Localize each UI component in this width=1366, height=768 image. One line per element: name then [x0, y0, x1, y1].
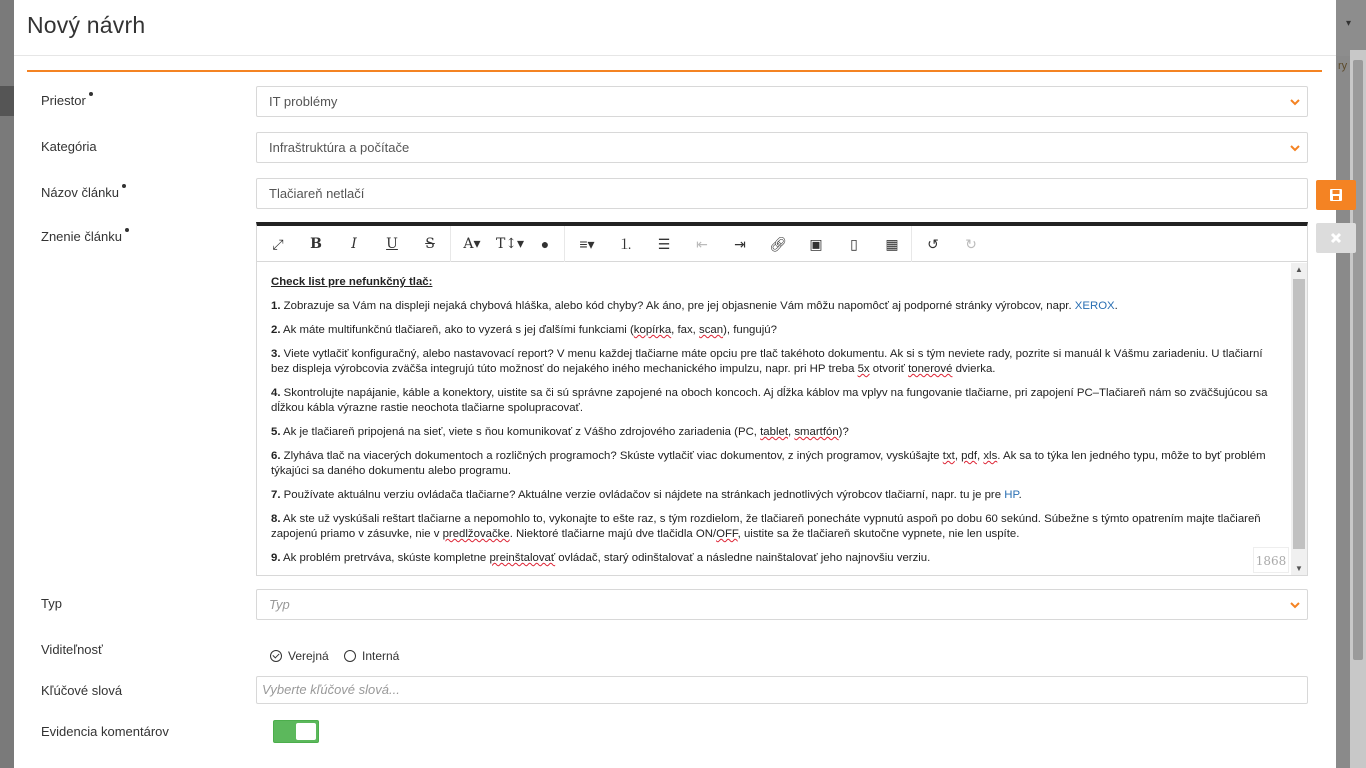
ordered-list-icon[interactable]: ⒈ — [619, 236, 633, 252]
text-color-icon[interactable]: ● — [540, 236, 550, 252]
modal-header — [14, 0, 1336, 56]
page-scrollbar-thumb[interactable] — [1353, 60, 1363, 660]
znenie-label: Znenie článku — [41, 229, 129, 244]
close-icon — [1329, 231, 1343, 245]
checklist-item — [271, 347, 1277, 377]
required-dot — [122, 184, 126, 188]
unordered-list-icon[interactable]: ☰ — [657, 236, 671, 252]
editor-scrollbar-thumb[interactable] — [1293, 279, 1305, 549]
save-icon — [1329, 188, 1343, 202]
typ-label: Typ — [41, 596, 62, 611]
background-page-right — [1336, 0, 1366, 768]
checklist-text: Ak je tlačiareň pripojená na sieť, viete s ňou komunikovať z Vášho zdrojového zariadenia (PC, tablet, smartfón)? — [283, 426, 849, 438]
image-icon[interactable]: ▣ — [809, 236, 823, 252]
toolbar-separator — [564, 226, 565, 262]
checklist-item — [271, 551, 1277, 566]
checklist-item — [271, 488, 1277, 503]
checklist-number: 8. — [271, 513, 281, 525]
chevron-down-icon — [1289, 142, 1301, 154]
checklist-number: 3. — [271, 348, 281, 360]
toolbar-separator — [911, 226, 912, 262]
checklist-text-after: . — [1114, 300, 1118, 312]
typ-placeholder: Typ — [269, 597, 290, 612]
align-icon[interactable]: ≡▾ — [579, 236, 595, 252]
checklist-text: Používate aktuálnu verziu ovládača tlačiarne? Aktuálne verzie ovládačov si nájdete na stránkach jednotlivých výrobcov tlačiarní, napr. tu je pre — [283, 489, 1005, 501]
editor-toolbar — [257, 226, 1307, 262]
checklist-number: 2. — [271, 324, 281, 336]
priestor-select[interactable] — [256, 86, 1308, 117]
background-link-fragment: ry — [1338, 60, 1348, 72]
checklist-number: 7. — [271, 489, 281, 501]
checklist-number: 6. — [271, 450, 281, 462]
typ-select[interactable] — [256, 589, 1308, 620]
fullscreen-icon[interactable]: ⤢ — [272, 236, 284, 252]
checklist-number: 4. — [271, 387, 281, 399]
char-counter: 1868 — [1253, 547, 1289, 573]
checklist-number: 1. — [271, 300, 281, 312]
evidencia-label: Evidencia komentárov — [41, 724, 169, 739]
priestor-label: Priestor — [41, 93, 93, 108]
radio-interna[interactable]: Interná — [344, 649, 399, 663]
background-chevron-icon: ▾ — [1346, 18, 1352, 29]
outdent-icon[interactable]: ⇤ — [696, 236, 708, 252]
close-button[interactable] — [1316, 223, 1356, 253]
checklist-text-after: . — [1018, 489, 1022, 501]
radio-checked-icon — [270, 650, 282, 662]
kategoria-select[interactable] — [256, 132, 1308, 163]
editor-scrollbar[interactable] — [1291, 263, 1307, 575]
klucove-placeholder: Vyberte kľúčové slová... — [262, 682, 400, 697]
rich-text-editor[interactable] — [256, 222, 1308, 576]
kategoria-label: Kategória — [41, 139, 97, 154]
link-icon[interactable]: 🔗︎ — [769, 236, 787, 252]
chevron-down-icon — [1289, 599, 1301, 611]
underline-icon[interactable]: U — [386, 236, 398, 252]
editor-heading: Check list pre nefunkčný tlač: — [271, 276, 433, 288]
checklist-item — [271, 512, 1277, 542]
viditelnost-label: Viditeľnosť — [41, 642, 103, 657]
font-color-icon[interactable]: A▾ — [463, 236, 481, 252]
editor-content[interactable] — [257, 263, 1291, 575]
checklist-link[interactable]: XEROX — [1074, 300, 1115, 312]
file-icon[interactable]: ▯ — [850, 236, 858, 252]
checklist-text: Viete vytlačiť konfiguračný, alebo nastavovací report? V menu každej tlačiarne máte opciu pre tlač takéhoto dokumentu. Ak si s tým neviete rady, pozrite si manuál k Vášmu zariadeniu. U tlačiarní bez displeja výrobcovia zväčša integrujú túto možnosť do nejakého iného mechanického impulzu, napr. pri HP treba 5x otvoriť tonerové dvierka. — [271, 348, 1263, 375]
nazov-label: Názov článku — [41, 185, 126, 200]
chevron-down-icon — [1289, 96, 1301, 108]
redo-icon[interactable]: ↻ — [965, 236, 977, 252]
modal-title: Nový návrh — [27, 12, 146, 38]
checklist-text: Ak problém pretrváva, skúste kompletne preinštalovať ovládač, starý odinštalovať a následne nainštalovať jeho najnovšiu verziu. — [283, 552, 931, 564]
toggle-knob — [296, 723, 316, 740]
checklist-item — [271, 449, 1277, 479]
scroll-down-icon[interactable]: ▼ — [1295, 564, 1303, 573]
checklist-text: Zlyháva tlač na viacerých dokumentoch a rozličných programoch? Skúste vytlačiť viac dokumentov, z iných programov, vyskúšajte txt, pdf, xls. Ak sa to týka len jedného typu, môže to byť problém týkajúci sa daného dokumentu alebo programu. — [271, 450, 1266, 477]
undo-icon[interactable]: ↺ — [927, 236, 939, 252]
indent-icon[interactable]: ⇥ — [734, 236, 746, 252]
kategoria-value: Infraštruktúra a počítače — [269, 140, 410, 155]
strikethrough-icon[interactable]: S — [425, 236, 435, 252]
checklist-text: Ak ste už vyskúšali reštart tlačiarne a nepomohlo to, vykonajte to ešte raz, s tým rozdielom, že tlačiareň ponecháte vypnutú aspoň po dobu 60 sekúnd. Súbežne s týmto opatrením majte tlačiareň zapojenú priamo v zásuvke, nie v predlžovačke. Niektoré tlačiarne majú dve tlačidla ON/OFF, uistite sa že tlačiareň skutočne vypnete, nie len uspíte. — [271, 513, 1261, 540]
radio-verejna[interactable]: Verejná — [270, 649, 329, 663]
checklist-number: 9. — [271, 552, 281, 564]
klucove-label: Kľúčové slová — [41, 683, 123, 698]
checklist-item — [271, 386, 1277, 416]
table-icon[interactable]: ▦ — [885, 236, 899, 252]
font-size-icon[interactable]: T↕▾ — [495, 236, 525, 252]
new-article-modal — [14, 0, 1336, 768]
required-dot — [89, 92, 93, 96]
page-scrollbar[interactable] — [1350, 50, 1366, 768]
klucove-input[interactable] — [256, 676, 1308, 704]
nazov-value: Tlačiareň netlačí — [269, 186, 365, 201]
background-page-left — [0, 0, 14, 768]
checklist-text: Ak máte multifunkčnú tlačiareň, ako to vyzerá s jej ďalšími funkciami (kopírka, fax, scan), fungujú? — [283, 324, 777, 336]
radio-unchecked-icon — [344, 650, 356, 662]
checklist-number: 5. — [271, 426, 281, 438]
evidencia-toggle[interactable] — [273, 720, 319, 743]
checklist-item — [271, 299, 1277, 314]
nazov-input[interactable] — [256, 178, 1308, 209]
save-button[interactable] — [1316, 180, 1356, 210]
background-tab — [0, 86, 14, 116]
bold-icon[interactable]: B — [310, 236, 322, 252]
checklist-text: Zobrazuje sa Vám na displeji nejaká chybová hláška, alebo kód chyby? Ak áno, pre jej objasnenie Vám môžu napomôcť aj podporné stránky výrobcov, napr. — [283, 300, 1075, 312]
required-dot — [125, 228, 129, 232]
checklist-item — [271, 323, 1277, 338]
checklist-link[interactable]: HP — [1004, 489, 1019, 501]
scroll-up-icon[interactable]: ▲ — [1295, 265, 1303, 274]
priestor-value: IT problémy — [269, 94, 338, 109]
checklist-text: Skontrolujte napájanie, káble a konektory, uistite sa či sú správne zapojené na oboch koncoch. Aj dĺžka káblov ma vplyv na fungovanie tlačiarne, pri zapojení PC–Tlačiareň nám so zväčšujúcou sa dĺžkou kábla výrazne rastie neochota tlačiarne spolupracovať. — [271, 387, 1268, 414]
italic-icon[interactable]: I — [351, 236, 357, 252]
checklist-item — [271, 425, 1277, 440]
toolbar-separator — [450, 226, 451, 262]
accent-divider — [27, 70, 1322, 72]
